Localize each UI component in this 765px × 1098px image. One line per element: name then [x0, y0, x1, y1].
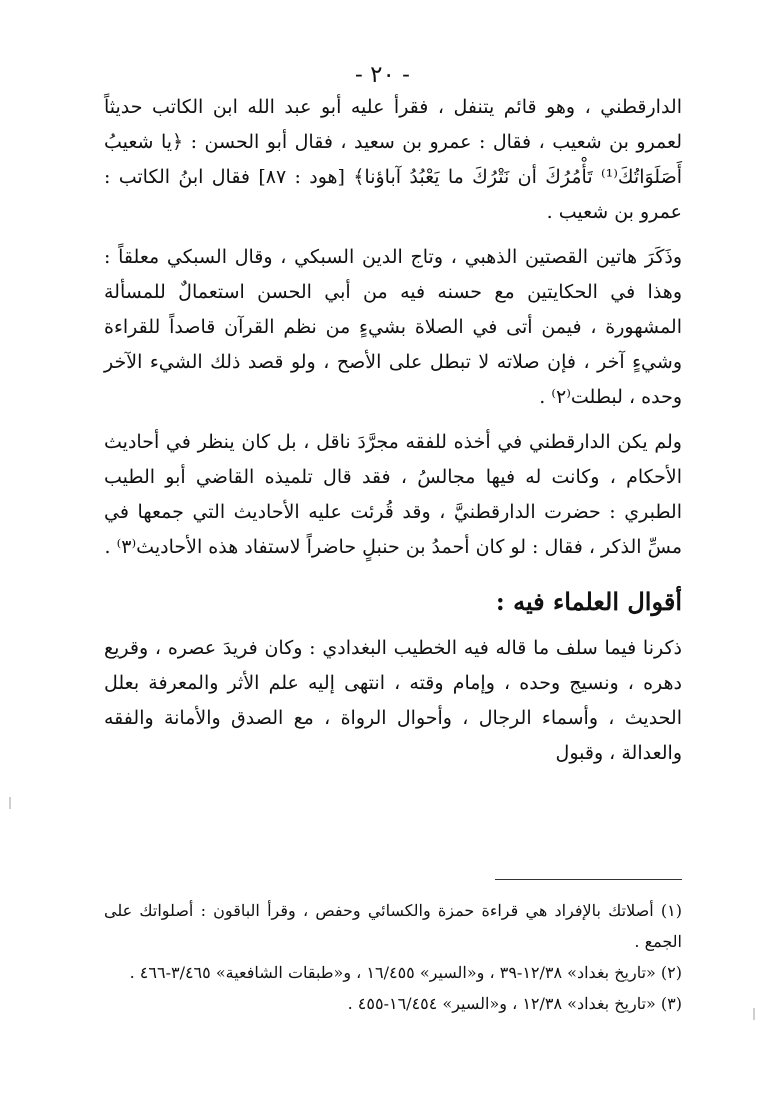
- main-text: [104, 90, 682, 771]
- footnote-1: (١) أصلاتك بالإفراد هي قراءة حمزة والكسائي وحفص ، وقرأ الباقون : أصلواتك على الجمع .: [104, 901, 682, 951]
- section-heading: أقوال العلماء فيه :: [495, 587, 682, 616]
- paragraph-3: ولم يكن الدارقطني في أخذه للفقه مجرَّدَ ناقل ، بل كان ينظر في أحاديث الأحكام ، وكانت له فيها مجالسُ ، فقد قال تلميذه القاضي أبو الطيب الطبري : حضرت الدارقطنيَّ ، وقد قُرئت عليه الأحاديث التي جمعها في مسِّ الذكر ، فقال : لو كان أحمدُ بن حنبلٍ حاضراً لاستفاد هذه الأحاديث⁽٣⁾ .: [104, 431, 682, 558]
- footnote-2: (٢) «تاريخ بغداد» ١٢/٣٨-٣٩ ، و«السير» ١٦/٤٥٥ ، و«طبقات الشافعية» ٣/٤٦٥-٤٦٦ .: [129, 963, 682, 982]
- right-margin-mark: [753, 1008, 755, 1020]
- page-number: - ٢٠ -: [355, 62, 410, 88]
- paragraph-1: الدارقطني ، وهو قائم يتنفل ، فقرأ عليه أبو عبد الله ابن الكاتب حديثاً لعمرو بن شعيب ، فقال : عمرو بن سعيد ، فقال أبو الحسن : ﴿يا شعيبُ أَصَلَوَاتُكَ⁽¹⁾ تَأْمُرُكَ أن نَتْرُكَ ما يَعْبُدُ آباؤنا﴾ [هود : ٨٧] فقال ابنُ الكاتب : عمرو بن شعيب .: [104, 96, 683, 223]
- footnote-3: (٣) «تاريخ بغداد» ١٢/٣٨ ، و«السير» ١٦/٤٥٤-٤٥٥ .: [347, 994, 682, 1013]
- footnotes: [104, 895, 682, 1019]
- left-margin-mark: [9, 797, 11, 809]
- footnote-separator: [495, 879, 682, 880]
- paragraph-4: ذكرنا فيما سلف ما قاله فيه الخطيب البغدادي : وكان فريدَ عصره ، وقريع دهره ، ونسيج وحده ، وإمام وقته ، انتهى إليه علم الأثر والمعرفة بعلل الحديث ، وأسماء الرجال ، وأحوال الرواة ، مع الصدق والأمانة والفقه والعدالة ، وقبول: [104, 637, 682, 764]
- paragraph-2: وذَكَرَ هاتين القصتين الذهبي ، وتاج الدين السبكي ، وقال السبكي معلقاً : وهذا في الحكايتين مع حسنه فيه من أبي الحسن استعمالٌ للمسألة المشهورة ، فيمن أتى في الصلاة بشيءٍ من نظم القرآن قاصداً للقراءة وشيءٍ آخر ، فإن صلاته لا تبطل على الأصح ، ولو قصد ذلك الشيء الآخر وحده ، لبطلت⁽٢⁾ .: [104, 246, 682, 408]
